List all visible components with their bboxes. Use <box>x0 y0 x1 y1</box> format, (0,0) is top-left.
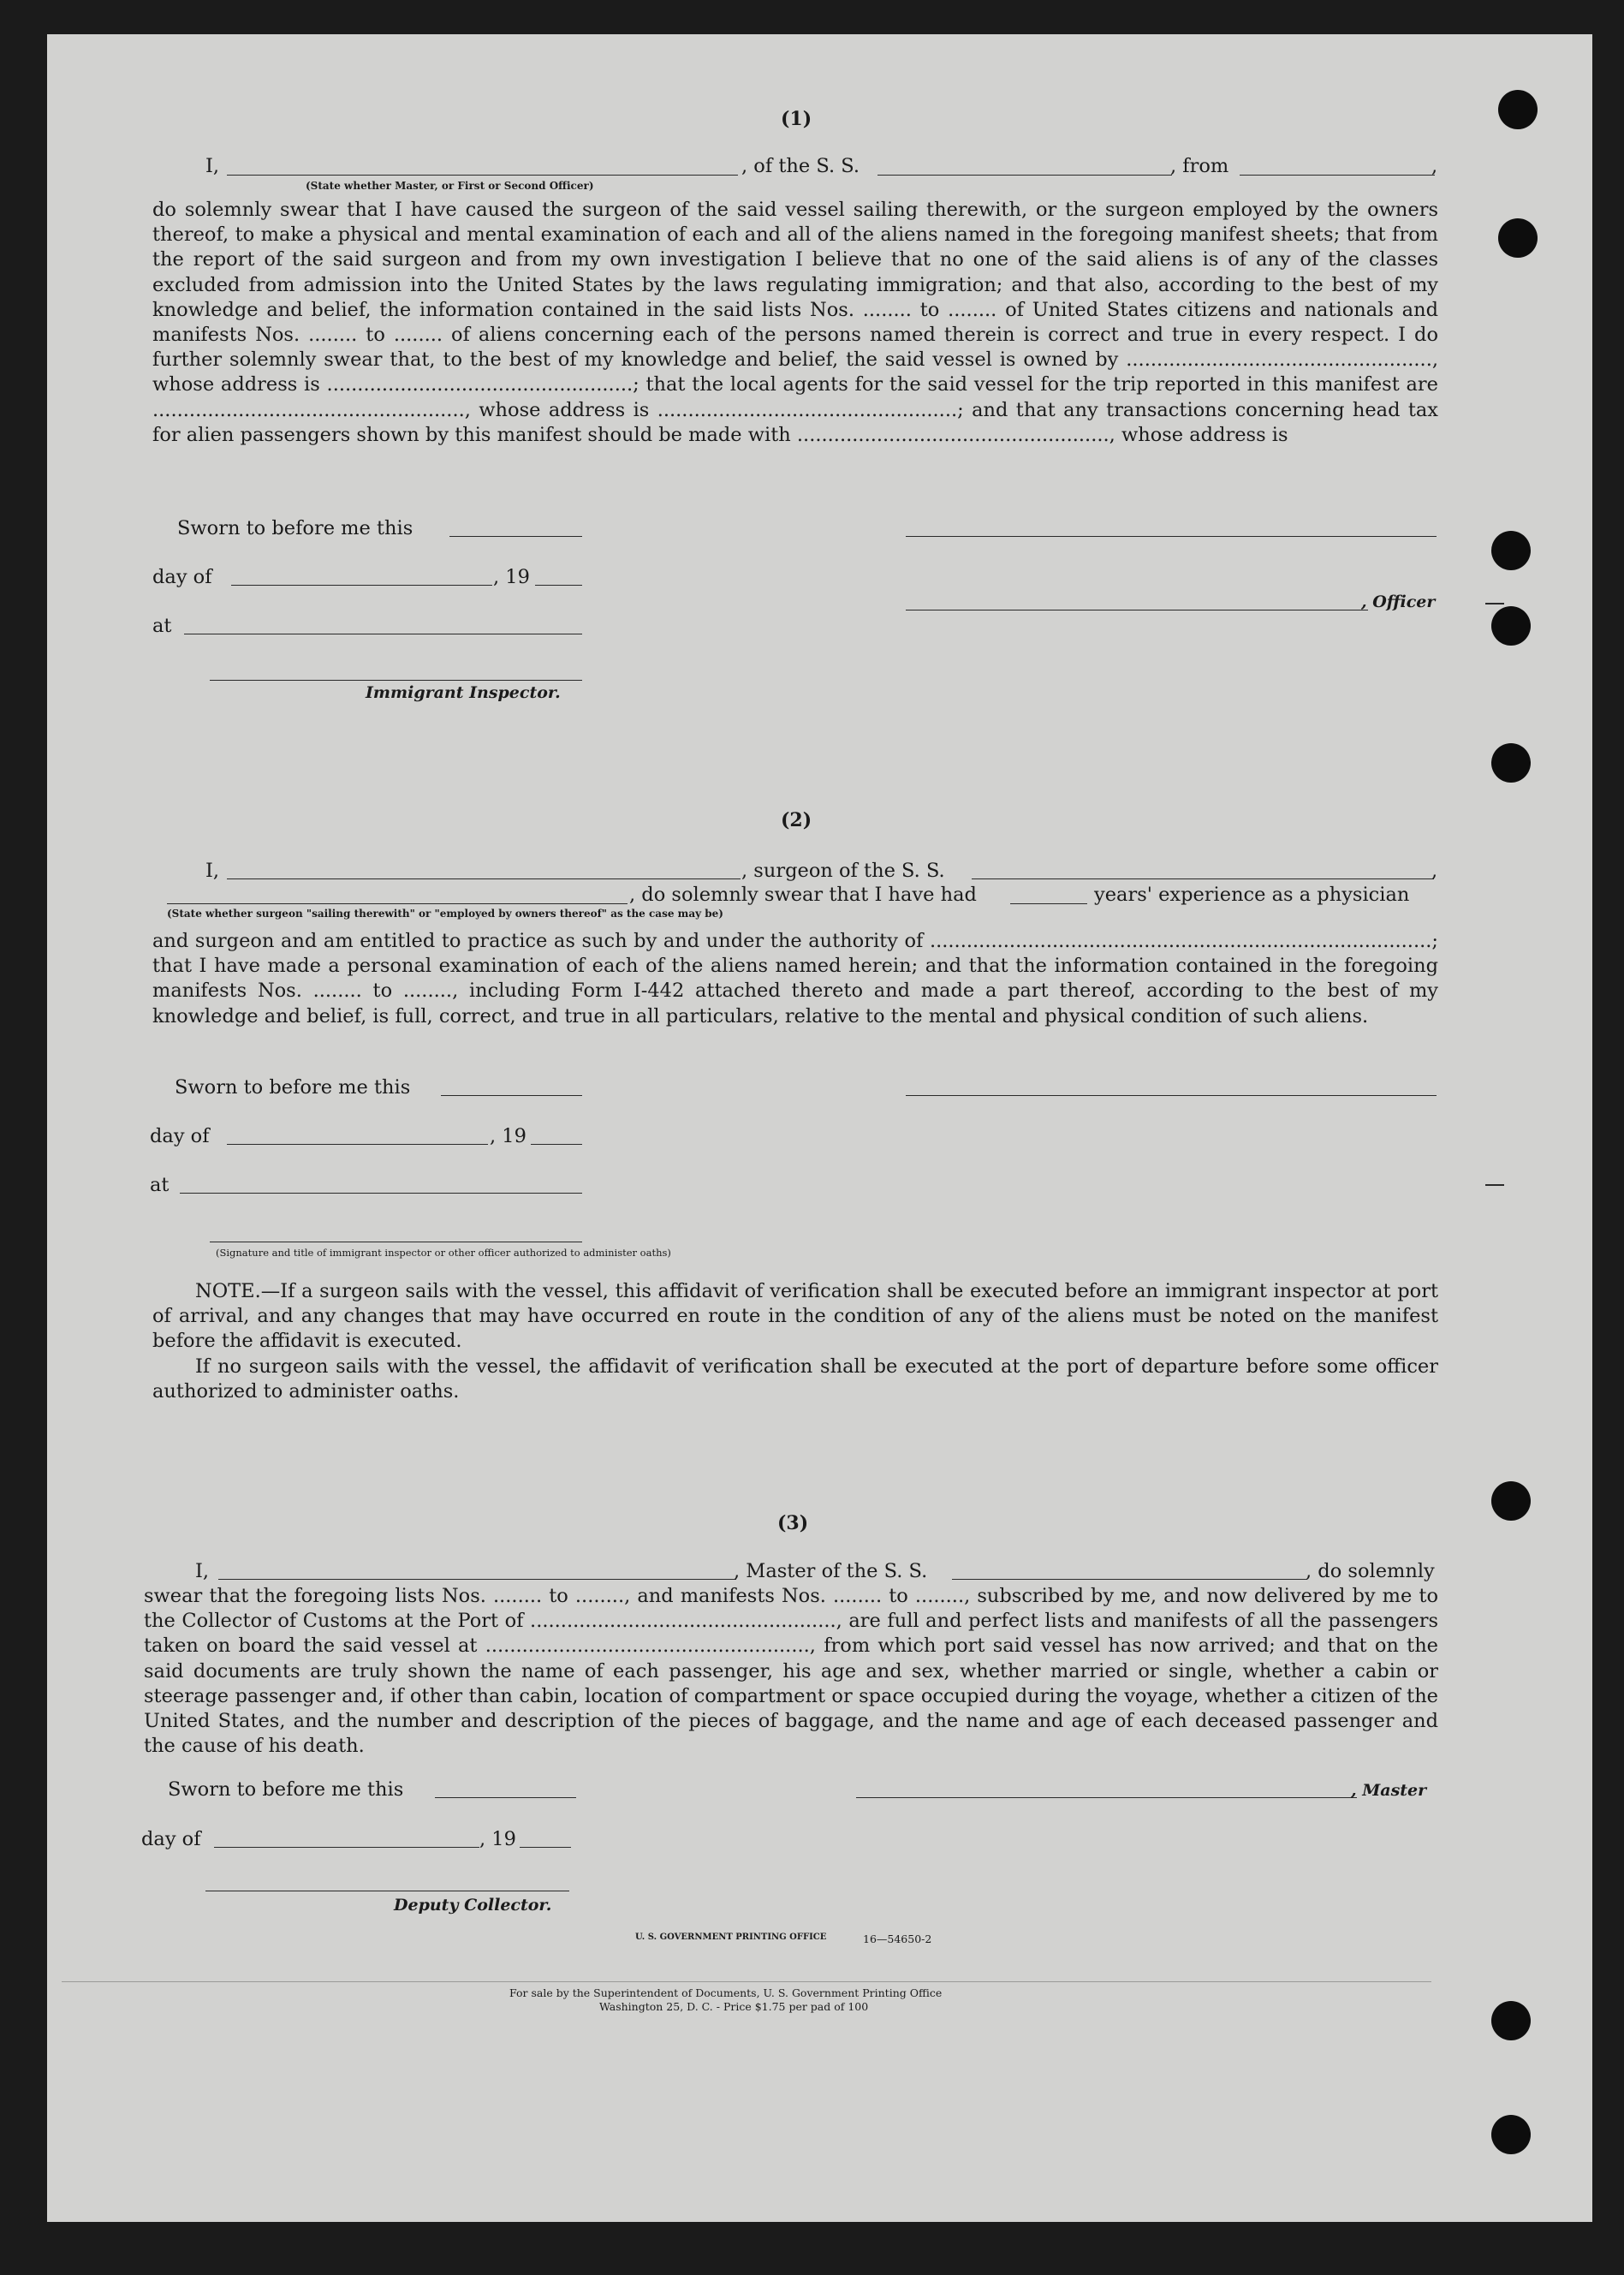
vessel-name-line <box>877 175 1172 176</box>
surgeon-hint: (State whether surgeon "sailing therewith" or "employed by owners thereof" as the case may be) <box>167 908 723 920</box>
section-3-number: (3) <box>777 1512 809 1534</box>
master-of-label: , Master of the S. S. <box>734 1560 928 1582</box>
master-label: , Master <box>1351 1781 1427 1800</box>
deputy-label: Deputy Collector. <box>394 1896 552 1915</box>
year-line-2 <box>531 1144 582 1145</box>
at-label-2: at <box>150 1174 170 1196</box>
master-name-line <box>227 175 738 176</box>
signature-hint: (Signature and title of immigrant inspector or other officer authorized to administer oaths) <box>216 1247 671 1259</box>
fold-line <box>62 1981 1431 1982</box>
day-of-label-3: day of <box>141 1828 201 1850</box>
officer-label: , Officer <box>1361 593 1436 611</box>
section-1-opening: I, <box>205 155 220 177</box>
sworn-line-3 <box>435 1797 576 1798</box>
solemnly-label: , do solemnly swear that I have had <box>629 884 977 906</box>
officer-hint: (State whether Master, or First or Second Officer) <box>306 180 594 192</box>
inspector-sig-line <box>210 680 582 681</box>
trailing-comma: , <box>1431 155 1438 177</box>
binder-hole <box>1498 218 1538 258</box>
year-label-1: , 19 <box>493 566 530 588</box>
surgeon-hint-line <box>167 903 628 904</box>
day-line-2 <box>227 1144 488 1145</box>
surgeon-of-label: , surgeon of the S. S. <box>741 860 945 882</box>
section-3-body: swear that the foregoing lists Nos. ........ to ........, and manifests Nos. ........ to ........, subscribed by me, and now delivered by me to the Collector of Customs at the Port of .................................................., are full and perfect lists and manifests of all the passengers taken on board the said vessel at ....................................................., from which port said vessel has now arrived; and that on the said documents are truly shown the name of each passenger, his age and sex, whether married or single, whether a cabin or steerage passenger and, if other than cabin, location of compartment or space occupied during the voyage, whether a citizen of the United States, and the number and description of the pieces of baggage, and the name and age of each deceased passenger and the cause of his death. <box>144 1585 1438 1758</box>
master-3-vessel-line <box>952 1579 1307 1580</box>
margin-mark <box>1485 603 1504 604</box>
officer-sig-line <box>906 536 1437 537</box>
section-2-number: (2) <box>781 809 812 831</box>
years-line <box>1010 903 1087 904</box>
section-2-body: and surgeon and am entitled to practice as such by and under the authority of ..................................................................................; that I have made a personal examination of each of the aliens named herein; and that the information contained in the foregoing manifests Nos. ........ to ........, including Form I-442 attached thereto and made a part thereof, according to the best of my knowledge and belief, is full, correct, and true in all particulars, relative to the mental and physical condition of such aliens. <box>152 930 1438 1027</box>
master-sig-line <box>856 1797 1357 1798</box>
sworn-label-2: Sworn to before me this <box>175 1076 411 1099</box>
sale-notice-line-1: For sale by the Superintendent of Documents, U. S. Government Printing Office <box>509 1986 943 1999</box>
form-number: 16—54650-2 <box>863 1933 932 1945</box>
binder-hole <box>1491 531 1531 570</box>
sworn-label-1: Sworn to before me this <box>177 517 413 539</box>
surgeon-sig-line <box>906 1095 1437 1096</box>
year-label-2: , 19 <box>490 1125 526 1147</box>
trailing-comma: , <box>1431 860 1438 882</box>
sworn-label-3: Sworn to before me this <box>168 1778 404 1801</box>
binder-hole <box>1491 2115 1531 2154</box>
year-line-1 <box>535 585 582 586</box>
do-solemnly-label: , do solemnly <box>1306 1560 1435 1582</box>
note-paragraph: NOTE.—If a surgeon sails with the vessel, this affidavit of verification shall be executed before an immigrant inspector at port of arrival, and any changes that may have occurred en route in the condition of any of the aliens must be noted on the manifest before the affidavit is executed. <box>152 1280 1438 1353</box>
sale-notice-line-2: Washington 25, D. C. - Price $1.75 per pad of 100 <box>599 2000 869 2013</box>
section-3-opening: I, <box>195 1560 210 1582</box>
note-paragraph-2: If no surgeon sails with the vessel, the affidavit of verification shall be executed at the port of departure before some officer authorized to administer oaths. <box>152 1355 1438 1403</box>
day-of-label-1: day of <box>152 566 212 588</box>
section-2-opening: I, <box>205 860 220 882</box>
from-label: , from <box>1170 155 1229 177</box>
years-exp-label: years' experience as a physician <box>1094 884 1410 906</box>
gpo-imprint: U. S. GOVERNMENT PRINTING OFFICE <box>635 1933 827 1942</box>
binder-hole <box>1491 1481 1531 1521</box>
inspector-label: Immigrant Inspector. <box>366 683 561 702</box>
section-1-number: (1) <box>781 108 812 130</box>
binder-hole <box>1498 90 1538 129</box>
surgeon-vessel-line <box>972 878 1434 879</box>
at-line-2 <box>180 1193 582 1194</box>
binder-hole <box>1491 606 1531 646</box>
from-port-line <box>1240 175 1435 176</box>
section-1-body: do solemnly swear that I have caused the surgeon of the said vessel sailing therewith, or the surgeon employed by the owners thereof, to make a physical and mental examination of each and all of the aliens named in the foregoing manifest sheets; that from the report of the said surgeon and from my own investigation I believe that no one of the said aliens is of any of the classes excluded from admission into the United States by the laws regulating immigration; and that also, according to the best of my knowledge and belief, the information contained in the said lists Nos. ........ to ........ of United States citizens and nationals and manifests Nos. ........ to ........ of aliens concerning each of the persons named therein is correct and true in every respect. I do further solemnly swear that, to the best of my knowledge and belief, the said vessel is owned by .................................................., whose address is ..................................................; that the local agents for the said vessel for the trip reported in this manifest are ..................................................., whose address is .................................................; and that any transactions concerning head tax for alien passengers shown by this manifest should be made with ..................................................., whose address is <box>152 199 1438 446</box>
day-line-1 <box>231 585 492 586</box>
binder-hole <box>1491 743 1531 783</box>
binder-hole <box>1491 2001 1531 2040</box>
year-label-3: , 19 <box>479 1828 516 1850</box>
year-line-3 <box>520 1847 571 1848</box>
master-3-name-line <box>218 1579 736 1580</box>
day-line-3 <box>214 1847 479 1848</box>
sworn-line-2 <box>441 1095 582 1096</box>
margin-mark <box>1485 1184 1504 1186</box>
sworn-line-1 <box>449 536 582 537</box>
of-the-ss-label: , of the S. S. <box>741 155 860 177</box>
day-of-label-2: day of <box>150 1125 210 1147</box>
at-label-1: at <box>152 615 172 637</box>
surgeon-name-line <box>227 878 741 879</box>
